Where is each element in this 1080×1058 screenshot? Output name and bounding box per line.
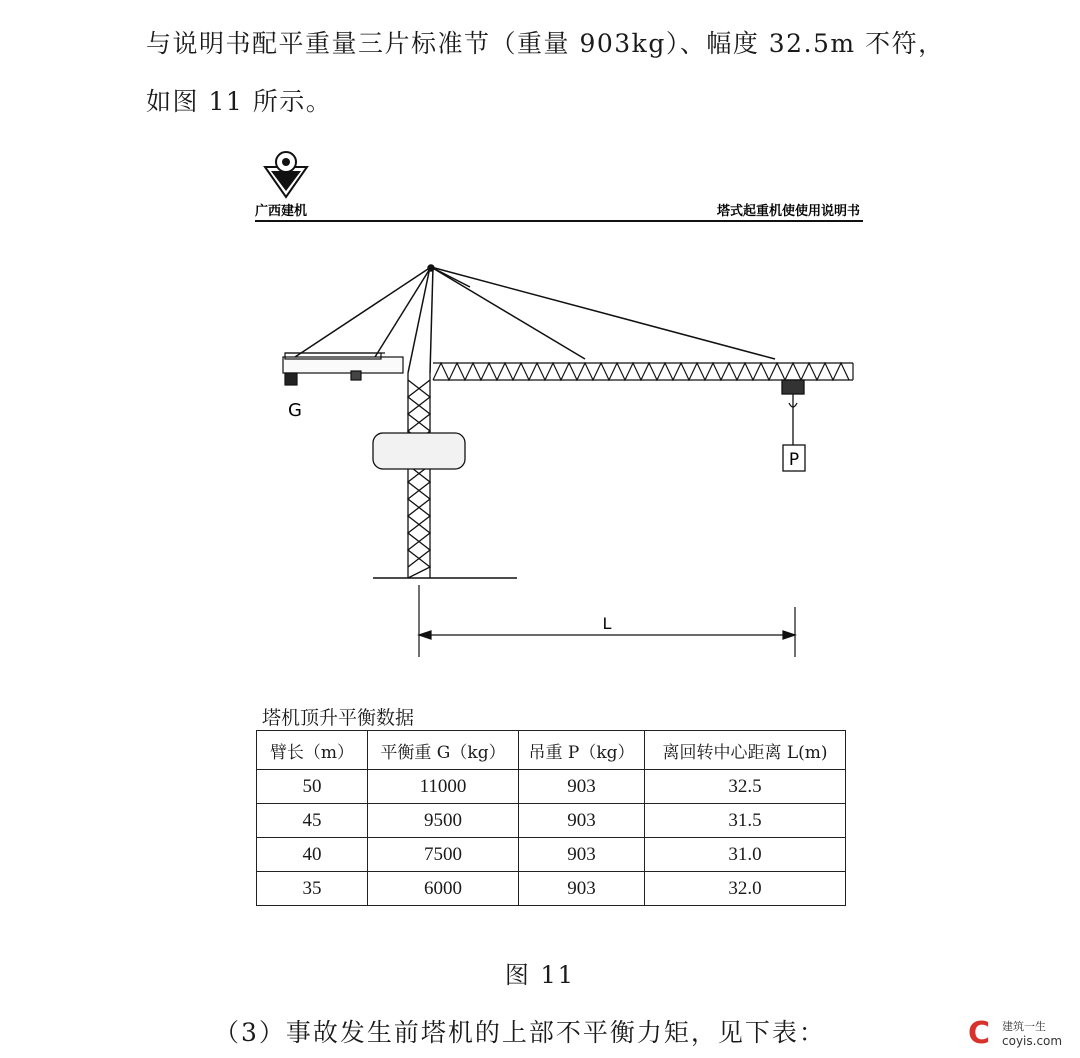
cell: 50 <box>257 770 368 804</box>
cell: 35 <box>257 872 368 906</box>
table-header-row <box>257 731 846 770</box>
cell: 40 <box>257 838 368 872</box>
label-g: G <box>288 400 302 421</box>
cell: 31.5 <box>645 804 846 838</box>
table-row <box>257 804 846 838</box>
paragraph-line-1: 与说明书配平重量三片标准节（重量 903kg）、幅度 32.5m 不符， <box>146 29 945 58</box>
cell: 903 <box>519 872 645 906</box>
header-jib-length: 臂长（m） <box>257 731 368 770</box>
label-l: L <box>602 614 612 633</box>
cell: 11000 <box>368 770 519 804</box>
cell: 903 <box>519 804 645 838</box>
watermark-logo-icon: C <box>968 1016 991 1051</box>
table-title: 塔机顶升平衡数据 <box>262 707 415 729</box>
cell: 31.0 <box>645 838 846 872</box>
header-load: 吊重 P（kg） <box>519 731 645 770</box>
cell: 903 <box>519 770 645 804</box>
manual-title: 塔式起重机使使用说明书 <box>716 204 860 219</box>
tower-mast <box>408 373 430 578</box>
figure-caption: 图 11 <box>504 961 576 989</box>
cell: 6000 <box>368 872 519 906</box>
climbing-frame <box>373 433 465 469</box>
watermark-url: coyis.com <box>1002 1034 1063 1048</box>
cell: 9500 <box>368 804 519 838</box>
label-p: P <box>788 450 800 470</box>
crane-figure <box>255 145 865 670</box>
jib <box>433 363 853 380</box>
table-row <box>257 770 846 804</box>
cell: 903 <box>519 838 645 872</box>
paragraph-line-2: 如图 11 所示。 <box>146 87 333 116</box>
balance-data-table <box>256 730 846 906</box>
header-distance: 离回转中心距离 L(m) <box>645 731 846 770</box>
paragraph-line-3: （3）事故发生前塔机的上部不平衡力矩，见下表： <box>214 1018 826 1047</box>
header-counterweight: 平衡重 G（kg） <box>368 731 519 770</box>
watermark-text: 建筑一生 <box>1002 1020 1046 1033</box>
table-row <box>257 872 846 906</box>
cell: 45 <box>257 804 368 838</box>
cell: 32.0 <box>645 872 846 906</box>
table-row <box>257 838 846 872</box>
watermark <box>968 1012 1078 1052</box>
cell: 7500 <box>368 838 519 872</box>
counter-jib <box>283 353 403 385</box>
logo-icon <box>265 152 307 197</box>
brand-label: 广西建机 <box>255 204 308 219</box>
cell: 32.5 <box>645 770 846 804</box>
